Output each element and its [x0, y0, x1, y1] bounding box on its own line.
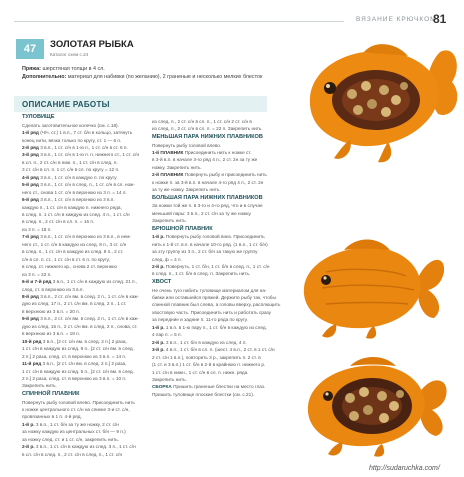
- row-label: 3-й р.: [152, 347, 165, 353]
- row-text: за ножку каждую из центральных ст. б/н — 9 п.): [22, 429, 126, 435]
- instruction-row: [152, 346, 290, 353]
- project-title: ЗОЛОТАЯ РЫБКА: [50, 39, 134, 50]
- instruction-row: [22, 428, 150, 435]
- row-label: 2-й р.: [152, 264, 165, 270]
- row-text: Повернуть, 1 ст. б/н, 1 ст. б/н в след. п., 1 ст. с/н: [165, 264, 270, 270]
- row-text: него ст., снова 1 ст. с/н в верхнюю из 3 п. = 14 п.: [22, 189, 127, 195]
- instruction-row: [22, 204, 150, 211]
- source-url: http://sudaruchka.com/: [369, 465, 440, 472]
- instruction-row: [22, 382, 150, 389]
- row-text: 3 в.п., 1 ст. с/н в верхнюю из 3 в.п.: [40, 197, 115, 203]
- row-text: За ножки той же п. в 3-го и 4-го ряд, что и в случае: [152, 203, 263, 209]
- row-label: 11-й ряд: [22, 361, 42, 367]
- row-text: 3 в.п., 1 ст. с/н в каждую из след. 3 п., 1 ст. с/н: [35, 444, 136, 450]
- instruction-row: [22, 436, 150, 443]
- instruction-row: [152, 263, 290, 270]
- row-label: 2-й ПЛАВНИК: [152, 172, 184, 178]
- instruction-row: [22, 421, 150, 428]
- instruction-row: [152, 256, 290, 263]
- instruction-row: [22, 174, 150, 181]
- project-subtitle: Каталог схем с.24: [50, 52, 89, 57]
- instruction-row: [152, 202, 290, 209]
- row-label: 9-й ряд: [22, 316, 39, 322]
- row-text: Повернуть рыбу головой вниз. Присоединить: [165, 234, 265, 240]
- instruction-row: [152, 241, 290, 248]
- row-label: 4-й ряд: [22, 174, 39, 180]
- instruction-row: [22, 406, 150, 413]
- row-text: 4 в.п., 1 ст. б/н в сл. п. (шест. 4 в.п., 2 ст. в 1 ст. с/н: [165, 347, 275, 353]
- row-text: в след. ст. нижнего кр., снова 2 ст. верхнюю: [22, 264, 117, 270]
- row-label: 7-й ряд: [22, 234, 39, 240]
- row-text: Пришить туловище плоские блестки (см. с.21).: [152, 391, 255, 397]
- row-text: Закрепить нить.: [152, 218, 187, 224]
- row-text: за эту группу из 3 п., 2 ст. б/н за такую же группу: [152, 249, 258, 255]
- row-label: 1-й р.: [152, 324, 165, 330]
- row-text: в след. п., 1 ст. с/н в каждую из след. 8 п., 2 ст.: [22, 249, 124, 255]
- row-text: Присоединить нить к ножке ст.: [184, 149, 252, 155]
- row-text: 3 в.п., 1 ст. с/н в каждую из след. 21 п.,: [52, 279, 138, 285]
- row-text: в 3-й в.п. в начале 3-го ряд 4 п., 2 ст. 2н за ту же: [152, 157, 258, 163]
- instruction-row: [22, 256, 150, 263]
- instruction-row: [22, 196, 150, 203]
- row-text: меньшей пары: 3 в.п., 2 ст. с/н за ту же ножку.: [152, 210, 252, 216]
- section-name: ВЯЗАНИЕ КРЮЧКОМ: [356, 16, 437, 23]
- goldfish-photo-middle: [296, 232, 446, 340]
- row-text: Пришить граненые блестки на место глаз.: [173, 384, 266, 390]
- row-text: 3 в.п., 1 ст. с/н в 1-ю п. п. нижнего ст., 1 ст. с/н: [40, 152, 140, 158]
- row-text: нить к 1-й ст. в.п. в начале 10-го ряд. (1 в.п., 1 ст. б/н): [152, 241, 268, 247]
- row-text: конец нити, вязка только по кругу, ст. 1 — 6 п.: [22, 137, 122, 143]
- row-text: 3 в.п., 1 ст. с/н в след. п., 1 ст. с/н в сл. нож-: [40, 182, 135, 188]
- instruction-row: [152, 294, 290, 301]
- instruction-row: [152, 301, 290, 308]
- row-text: к ножке центрального ст. с/н на спинке 3-и ст. с/н,: [22, 406, 130, 412]
- instruction-row: [22, 315, 150, 322]
- instruction-row: [152, 186, 290, 193]
- row-text: в след. п., 2 ст. с/н в сл. п. = 16 п.: [22, 219, 95, 225]
- row-text: 2 ст. с/н 1 в.п.), повторить 3 р., закрепить п. 2 ст. в: [152, 354, 261, 360]
- row-text: за передние и задние п. 11-го ряда по кругу.: [152, 317, 248, 323]
- instruction-row: [22, 278, 150, 285]
- row-label: 1-й ПЛАВНИК: [152, 149, 184, 155]
- row-text: с/н в сл. п. ст., 1 ст. с/н в ст. 6 п. по кругу,: [22, 256, 110, 262]
- instruction-row: [22, 271, 150, 278]
- row-text: Закрепить нить.: [22, 383, 57, 389]
- row-label: 3-й ряд: [22, 152, 39, 158]
- row-text: (1 ст. и 3 в.п.) 1 ст. б/н в 2-й в крайнюю п. нижнего р.: [152, 362, 266, 368]
- extra-label: Дополнительно:: [22, 73, 67, 80]
- row-text: 3 в.п., 2 ст. с/н вм. в след. 2 п., 1 ст. с/н в каж-: [40, 316, 139, 322]
- instruction-row: [22, 293, 150, 300]
- row-text: в верхнюю из 3 в.п. = 18 п.: [22, 331, 80, 337]
- row-text: дую из след. 15 п., 2 ст. с/н вм. в след. 2 п., снова, ст.: [22, 323, 138, 329]
- row-text: 2 п.] 2 раза, след. ст. в верхнюю из 3 в.п. = 14 п.: [22, 353, 127, 359]
- row-text: за ножку след. ст. и 1 ст. с/н, закрепить нить.: [22, 436, 119, 442]
- instruction-row: [152, 361, 290, 368]
- instruction-row: [22, 360, 150, 367]
- instruction-row: [152, 248, 290, 255]
- instruction-row: [152, 171, 290, 178]
- instruction-row: [22, 233, 150, 240]
- instruction-row: [22, 181, 150, 188]
- instruction-row: [152, 270, 290, 277]
- instruction-row: [152, 324, 290, 331]
- row-text: бивки или оставшейся пряжей. Держите рыбу так, чтобы: [152, 294, 276, 300]
- row-label: 10-й ряд: [22, 338, 42, 344]
- instruction-row: [22, 338, 150, 345]
- row-text: 1 ст. с/н в каждую из след. 5 п., [2 ст. с/н вм. в след.: [22, 368, 134, 374]
- goldfish-photo-top: [292, 38, 464, 166]
- instruction-row: [152, 287, 290, 294]
- row-text: 1 ст. с/н в каждую из след. 9 п., [2 ст. с/н вм. в след.: [22, 346, 134, 352]
- section-heading: ТУЛОВИЩЕ: [22, 114, 55, 120]
- instruction-row: [152, 383, 290, 390]
- instruction-row: [22, 353, 150, 360]
- instruction-row: [22, 375, 150, 382]
- instruction-row: [22, 308, 150, 315]
- yarn-text: шерстяная толщи в 4 сл.: [42, 66, 105, 72]
- row-label: 6-й ряд: [22, 197, 39, 203]
- instructions-column-2: [152, 118, 290, 468]
- instruction-row: [152, 233, 290, 240]
- instruction-row: [22, 330, 150, 337]
- instruction-row: [152, 316, 290, 323]
- row-text: 3 в.п., [2 ст. с/н вм. в след. 2 п.] 2 раза,: [42, 338, 127, 344]
- instruction-row: [22, 218, 150, 225]
- instruction-row: [22, 286, 150, 293]
- goldfish-photo-bottom: [298, 352, 450, 460]
- section-heading: БРЮШНОЙ ПЛАВНИК: [152, 225, 213, 232]
- instruction-row: [152, 369, 290, 376]
- row-label: 2-й р.: [22, 444, 35, 450]
- row-text: 3 в.п., 1 ст. с/н в каждую п. по кругу: [40, 174, 117, 180]
- row-label: 2-й р.: [152, 339, 165, 345]
- row-text: 2 п.] 2 раза, след. ст. в верхнюю из 3 в.п. = 10 п.: [22, 376, 127, 381]
- row-text: дую из след. 17 п., 2 ст. с/н вм. в след. 2 п., 1 ст.: [22, 301, 127, 307]
- instruction-row: [22, 137, 150, 144]
- row-text: за ту же ножку. Закрепить нить.: [152, 187, 221, 193]
- instruction-row: [152, 339, 290, 346]
- row-text: в верхнюю из 3 в.п. = 20 п.: [22, 308, 80, 314]
- instruction-row: [22, 248, 150, 255]
- row-label: 2-й ряд: [22, 144, 39, 150]
- instruction-row: [22, 159, 150, 166]
- row-text: каждую п., 1 ст. с/н в каждую п. нижнего ряда,: [22, 204, 122, 210]
- instruction-row: [22, 345, 150, 352]
- section-heading: МЕНЬШАЯ ПАРА НИЖНИХ ПЛАВНИКОВ: [152, 133, 263, 140]
- row-label: 1-й р.: [152, 234, 165, 240]
- instruction-row: [152, 391, 290, 398]
- row-text: него ст., 1 ст. с/н в каждую из след. 8 п., 3 ст. с/н: [22, 241, 127, 247]
- row-text: в сл. с/н в след. п., 2 ст. с/н в след. п., 1 ст. с/н: [22, 451, 123, 457]
- project-number: 47: [16, 39, 44, 59]
- instruction-row: [152, 217, 290, 224]
- yarn-label: Пряжа:: [22, 66, 41, 72]
- row-text: из 3 п. = 18 п.: [22, 226, 52, 232]
- instruction-row: [22, 241, 150, 248]
- row-label: 8-й ряд: [22, 294, 39, 300]
- row-label: 1-й ряд: [22, 130, 39, 136]
- instruction-row: [22, 166, 150, 173]
- instruction-row: [22, 413, 150, 420]
- instruction-row: Повернуть рыбу головой влево.: [152, 142, 222, 148]
- instruction-row: [152, 179, 290, 186]
- row-text: (Ч/ч. ст.) 1 в.п., 7 ст. б/н в кольцо, затянуть: [40, 130, 133, 136]
- instruction-row: [22, 144, 150, 151]
- row-label: 5-й ряд: [22, 182, 39, 188]
- row-text: 3 в.п., [2 ст. с/н вм. в след. 2 п.] 2 раза,: [42, 361, 127, 367]
- row-text: 3 в.п., 1 ст. с/н в верхнюю из 3 в.п., в нем-: [40, 234, 132, 240]
- row-label: 6-й и 7-й ряд: [22, 279, 52, 285]
- instruction-row: из след. п., 2 ст. с/н в сл. п. = 22 п. Закрепить нить.: [152, 126, 263, 132]
- row-text: из 3 п. = 22 п.: [22, 271, 52, 277]
- row-text: 4 пар п. = 5 п.: [152, 332, 182, 338]
- instruction-row: [22, 189, 150, 196]
- instruction-row: [152, 331, 290, 338]
- instruction-row: [152, 376, 290, 383]
- row-text: 3 в.п., 1 ст. б/н в каждую из след. 4 п.: [165, 339, 247, 345]
- instruction-row: [22, 226, 150, 233]
- instruction-row: [22, 129, 150, 136]
- row-text: Не очень туго набить туловище материалом для на-: [152, 287, 267, 293]
- materials-block: [22, 66, 268, 81]
- instruction-row: [152, 156, 290, 163]
- instruction-row: [22, 323, 150, 330]
- row-text: след. ст. в верхнюю из 3 в.п.: [22, 286, 84, 292]
- instruction-row: [22, 443, 150, 450]
- row-text: к ножке п. за 3-й в.п. в начале 4-го ряд 4 п., 2 ст. 2н: [152, 179, 264, 185]
- instruction-row: [152, 164, 290, 171]
- instruction-row: [22, 211, 150, 218]
- row-text: в след. п., 1 ст. б/н в след. п. Закрепить нить.: [152, 271, 251, 277]
- row-text: ножку. Закрепить нить.: [152, 164, 202, 170]
- header-divider: [14, 21, 344, 22]
- instruction-row: [152, 354, 290, 361]
- row-text: спинной плавник был слева, а головы вверху, расплющить: [152, 302, 281, 308]
- row-text: в сл. п., 2 ст. с/н в ниж. п., 1 ст. с/н в след. п.: [22, 159, 118, 165]
- instruction-row: Повернуть рыбу головой влево. Присоединить нить: [22, 399, 135, 405]
- section-heading: ХВОСТ: [152, 278, 172, 285]
- row-text: хвостовую часть. Присоединить нить и работать сразу: [152, 309, 271, 315]
- row-text: Закрепить нить.: [152, 376, 187, 382]
- section-heading: БОЛЬШАЯ ПАРА НИЖНИХ ПЛАВНИКОВ: [152, 194, 263, 201]
- row-label: СБОРКА: [152, 384, 172, 390]
- instruction-row: [152, 309, 290, 316]
- row-text: 3 в.п., 1 ст. б/н за ту же ножку, 2 ст. с/н: [35, 421, 119, 427]
- row-text: 1 ст. с/н в нижн., 1 ст. с/н в сл. п. нижн. ряда.: [152, 369, 249, 375]
- instruction-row: [22, 263, 150, 270]
- section-title: ОПИСАНИЕ РАБОТЫ: [22, 100, 110, 109]
- extra-text: материал для набивки (по желанию), 2 граненые и несколько мелких блесток: [67, 73, 263, 80]
- instruction-row: из след. п., 2 ст. с/н в сл. п., 1 ст. с/н 2 ст. с/н в: [152, 119, 252, 124]
- section-heading: СПИННОЙ ПЛАВНИК: [22, 390, 80, 397]
- page-number: 81: [433, 12, 447, 26]
- row-text: провязанных в 1 п. 4-й ряд.: [22, 414, 82, 420]
- row-text: Повернуть рыбу и присоединить нить: [184, 172, 267, 178]
- row-text: 1 в.п. в 1-ю пару п., 1 ст. б/н в каждую из след.: [165, 324, 267, 330]
- row-text: 3 в.п., 1 ст. с/н в 1-ю п., 1 ст. с/н в ст. 6 п.: [40, 144, 128, 150]
- instruction-row: [22, 151, 150, 158]
- instruction-row: [22, 300, 150, 307]
- row-label: 1-й р.: [22, 421, 35, 427]
- row-text: в след. п. 1 ст. с/н в каждую из след. 4 п., 1 ст. с/н: [22, 212, 130, 218]
- instruction-row: Сделать заготовительное колечко (см. с.18).: [22, 122, 119, 128]
- instruction-row: [152, 210, 290, 217]
- row-text: след. ф = 4 п.: [152, 256, 182, 262]
- row-text: 3 ст. с/н в сл. п. 1 ст. с/н в сл. по кругу = 12 п.: [22, 167, 120, 173]
- instruction-row: [22, 451, 150, 458]
- instructions-column-1: [22, 113, 150, 468]
- row-text: 3 в.п., 2 ст. с/н вм. в след. 2 п., 1 ст. с/н в каж-: [40, 294, 139, 300]
- instruction-row: [22, 368, 150, 375]
- instruction-row: [152, 149, 290, 156]
